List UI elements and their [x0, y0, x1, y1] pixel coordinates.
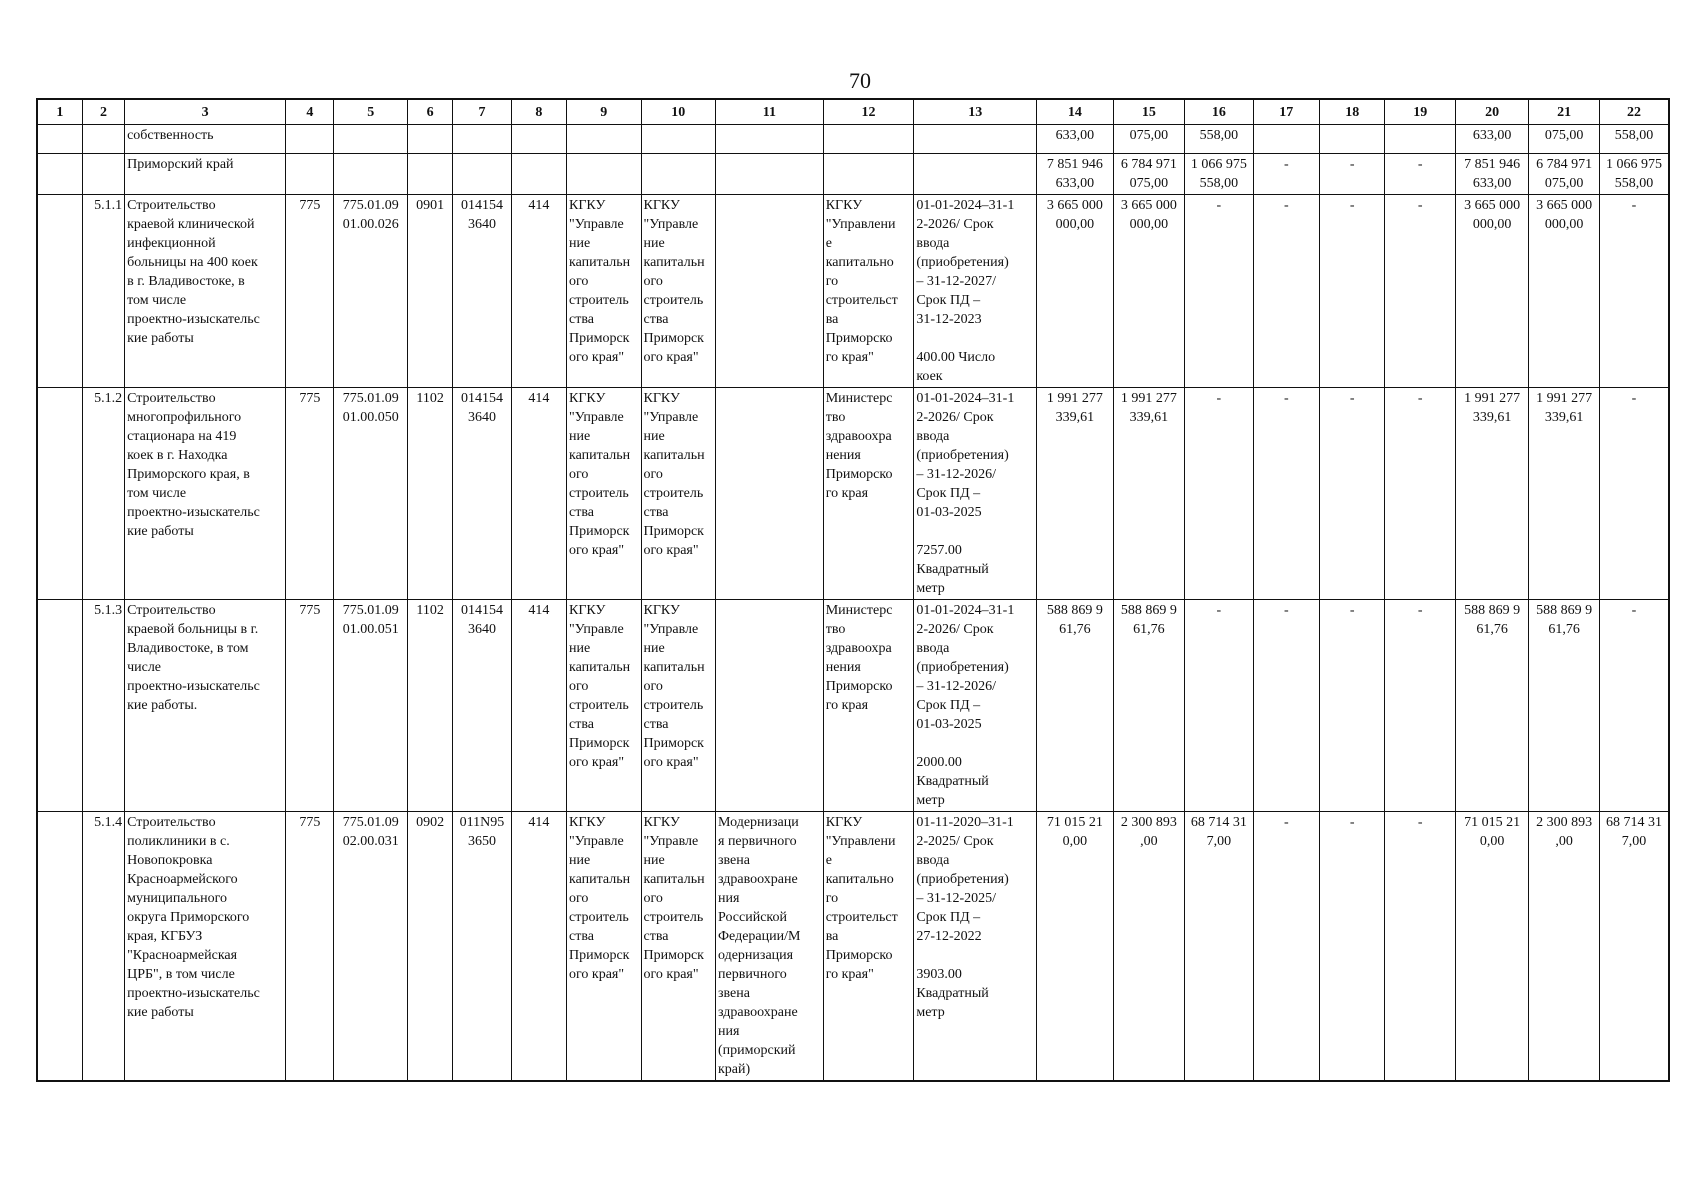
cell-text: -	[1349, 157, 1355, 172]
table-cell-col-11	[716, 154, 824, 195]
cell-text: 7 851 946 633,00	[1464, 157, 1521, 191]
cell-text: -	[1216, 603, 1222, 618]
table-cell-col-21	[1529, 195, 1599, 388]
table-cell-col-9	[567, 125, 642, 154]
cell-text: 014154 3640	[460, 603, 503, 637]
cell-text: 71 015 21 0,00	[1464, 815, 1521, 849]
cell-text: -	[1417, 198, 1423, 213]
table-cell-col-2	[82, 195, 124, 388]
header-col-13: 13	[914, 99, 1037, 125]
table-cell-col-1	[37, 195, 82, 388]
table-cell-col-4	[286, 388, 334, 600]
table-cell-col-22	[1599, 812, 1669, 1082]
table-cell-col-8	[511, 388, 566, 600]
cell-text: -	[1631, 198, 1637, 213]
table-cell-col-7	[453, 125, 511, 154]
table-row	[37, 195, 1669, 388]
table-cell-col-1	[37, 125, 82, 154]
table-cell-col-4	[286, 125, 334, 154]
table-cell-col-15	[1113, 125, 1184, 154]
cell-text: Строительство многопрофильного стационара на 419 коек в г. Находка Приморского края, в том числе проектно-изыскательс кие работы	[127, 391, 260, 539]
cell-text: КГКУ "Управле ние капитальн ого строитель ства Приморск ого края"	[569, 198, 631, 365]
table-row	[37, 812, 1669, 1082]
table-cell-col-15	[1113, 600, 1184, 812]
table-cell-col-7	[453, 154, 511, 195]
cell-text: 1102	[416, 391, 444, 406]
table-cell-col-7	[453, 600, 511, 812]
cell-text: 6 784 971 075,00	[1536, 157, 1593, 191]
table-cell-col-20	[1455, 600, 1528, 812]
table-cell-col-9	[567, 195, 642, 388]
header-col-10: 10	[641, 99, 716, 125]
table-cell-col-8	[511, 154, 566, 195]
table-cell-col-6	[407, 195, 452, 388]
table-cell-col-1	[37, 600, 82, 812]
table-cell-col-3	[125, 195, 286, 388]
cell-text: КГКУ "Управле ние капитальн ого строитель ства Приморск ого края"	[643, 198, 705, 365]
table-cell-col-10	[641, 195, 716, 388]
cell-text: 71 015 21 0,00	[1046, 815, 1103, 849]
cell-text: 588 869 9 61,76	[1536, 603, 1593, 637]
cell-text: 633,00	[1472, 128, 1512, 143]
table-cell-col-12	[823, 154, 914, 195]
table-cell-col-14	[1037, 154, 1114, 195]
cell-text: 1 991 277 339,61	[1120, 391, 1177, 425]
table-cell-col-18	[1320, 812, 1385, 1082]
header-col-17: 17	[1253, 99, 1319, 125]
table-cell-col-13	[914, 195, 1037, 388]
table-cell-col-20	[1455, 195, 1528, 388]
table-cell-col-2	[82, 154, 124, 195]
cell-text: -	[1349, 603, 1355, 618]
cell-text: 5.1.4	[94, 815, 123, 830]
table-row	[37, 388, 1669, 600]
cell-text: 1 991 277 339,61	[1046, 391, 1103, 425]
table-cell-col-19	[1385, 388, 1455, 600]
cell-text: 68 714 31 7,00	[1190, 815, 1247, 849]
table-cell-col-14	[1037, 812, 1114, 1082]
table-cell-col-19	[1385, 125, 1455, 154]
cell-text: КГКУ "Управле ние капитальн ого строитель ства Приморск ого края"	[569, 815, 631, 982]
cell-text: 3 665 000 000,00	[1120, 198, 1177, 232]
table-cell-col-2	[82, 388, 124, 600]
table-cell-col-14	[1037, 600, 1114, 812]
cell-text: КГКУ "Управле ние капитальн ого строитель ства Приморск ого края"	[569, 391, 631, 558]
cell-text: 2 300 893 ,00	[1536, 815, 1593, 849]
table-cell-col-15	[1113, 195, 1184, 388]
table-cell-col-12	[823, 388, 914, 600]
cell-text: 01-01-2024–31-1 2-2026/ Срок ввода (приобретения) – 31-12-2026/ Срок ПД – 01-03-2025 7257.00 Квадратный метр	[916, 391, 1015, 596]
cell-text: 414	[528, 815, 550, 830]
cell-text: -	[1216, 391, 1222, 406]
table-row	[37, 154, 1669, 195]
cell-text: 01-01-2024–31-1 2-2026/ Срок ввода (приобретения) – 31-12-2027/ Срок ПД – 31-12-2023 400.00 Число коек	[916, 198, 1015, 384]
table-cell-col-4	[286, 154, 334, 195]
table-cell-col-7	[453, 195, 511, 388]
table-cell-col-3	[125, 154, 286, 195]
cell-text: -	[1631, 603, 1637, 618]
table-cell-col-4	[286, 600, 334, 812]
header-col-9: 9	[567, 99, 642, 125]
cell-text: -	[1631, 391, 1637, 406]
header-col-1: 1	[37, 99, 82, 125]
cell-text: КГКУ "Управле ние капитальн ого строитель ства Приморск ого края"	[643, 391, 705, 558]
table-cell-col-12	[823, 600, 914, 812]
table-cell-col-9	[567, 812, 642, 1082]
cell-text: -	[1283, 198, 1289, 213]
cell-text: 414	[528, 198, 550, 213]
cell-text: КГКУ "Управле ние капитальн ого строитель ства Приморск ого края"	[643, 603, 705, 770]
table-row	[37, 125, 1669, 154]
table-cell-col-15	[1113, 388, 1184, 600]
cell-text: -	[1283, 157, 1289, 172]
cell-text: 775	[299, 815, 321, 830]
header-col-5: 5	[334, 99, 407, 125]
cell-text: Приморский край	[127, 157, 234, 172]
cell-text: 775.01.09 01.00.051	[342, 603, 399, 637]
header-col-21: 21	[1529, 99, 1599, 125]
cell-text: 5.1.2	[94, 391, 123, 406]
table-cell-col-3	[125, 388, 286, 600]
cell-text: Министерс тво здравоохра нения Приморско го края	[825, 603, 893, 713]
table-cell-col-21	[1529, 125, 1599, 154]
table-cell-col-16	[1185, 154, 1253, 195]
table-cell-col-18	[1320, 125, 1385, 154]
cell-text: 3 665 000 000,00	[1464, 198, 1521, 232]
cell-text: 0901	[416, 198, 445, 213]
cell-text: 775	[299, 603, 321, 618]
table-cell-col-19	[1385, 812, 1455, 1082]
cell-text: 558,00	[1614, 128, 1654, 143]
table-cell-col-8	[511, 125, 566, 154]
table-cell-col-14	[1037, 125, 1114, 154]
table-cell-col-9	[567, 388, 642, 600]
table-cell-col-18	[1320, 195, 1385, 388]
table-cell-col-13	[914, 600, 1037, 812]
table-cell-col-5	[334, 388, 407, 600]
table-cell-col-8	[511, 600, 566, 812]
cell-text: -	[1417, 391, 1423, 406]
table-cell-col-2	[82, 125, 124, 154]
header-col-7: 7	[453, 99, 511, 125]
table-cell-col-12	[823, 812, 914, 1082]
header-col-4: 4	[286, 99, 334, 125]
header-col-18: 18	[1320, 99, 1385, 125]
table-cell-col-5	[334, 154, 407, 195]
table-cell-col-9	[567, 154, 642, 195]
table-cell-col-22	[1599, 600, 1669, 812]
table-cell-col-20	[1455, 388, 1528, 600]
header-col-22: 22	[1599, 99, 1669, 125]
cell-text: 775.01.09 01.00.050	[342, 391, 399, 425]
cell-text: -	[1417, 603, 1423, 618]
cell-text: 014154 3640	[460, 391, 503, 425]
cell-text: КГКУ "Управле ние капитальн ого строитель ства Приморск ого края"	[569, 603, 631, 770]
cell-text: 775.01.09 01.00.026	[342, 198, 399, 232]
table-cell-col-8	[511, 812, 566, 1082]
cell-text: 633,00	[1055, 128, 1095, 143]
table-cell-col-16	[1185, 125, 1253, 154]
header-col-6: 6	[407, 99, 452, 125]
table-cell-col-1	[37, 388, 82, 600]
table-cell-col-10	[641, 388, 716, 600]
table-cell-col-20	[1455, 812, 1528, 1082]
header-col-19: 19	[1385, 99, 1455, 125]
table-cell-col-19	[1385, 195, 1455, 388]
table-cell-col-20	[1455, 154, 1528, 195]
table-cell-col-16	[1185, 195, 1253, 388]
cell-text: 775	[299, 391, 321, 406]
cell-text: -	[1417, 815, 1423, 830]
cell-text: КГКУ "Управле ние капитальн ого строитель ства Приморск ого края"	[643, 815, 705, 982]
cell-text: -	[1216, 198, 1222, 213]
table-cell-col-13	[914, 125, 1037, 154]
table-cell-col-18	[1320, 600, 1385, 812]
table-cell-col-5	[334, 195, 407, 388]
cell-text: собственность	[127, 128, 214, 143]
table-cell-col-4	[286, 195, 334, 388]
table-cell-col-11	[716, 125, 824, 154]
table-cell-col-14	[1037, 388, 1114, 600]
cell-text: 014154 3640	[460, 198, 503, 232]
header-col-20: 20	[1455, 99, 1528, 125]
header-col-16: 16	[1185, 99, 1253, 125]
table-cell-col-4	[286, 812, 334, 1082]
table-cell-col-2	[82, 600, 124, 812]
header-col-11: 11	[716, 99, 824, 125]
table-cell-col-17	[1253, 195, 1319, 388]
header-col-2: 2	[82, 99, 124, 125]
table-cell-col-7	[453, 812, 511, 1082]
table-cell-col-22	[1599, 154, 1669, 195]
cell-text: 1 066 975 558,00	[1190, 157, 1247, 191]
table-cell-col-21	[1529, 600, 1599, 812]
header-col-8: 8	[511, 99, 566, 125]
cell-text: 588 869 9 61,76	[1120, 603, 1177, 637]
cell-text: 558,00	[1199, 128, 1239, 143]
table-cell-col-5	[334, 125, 407, 154]
header-col-3: 3	[125, 99, 286, 125]
table-row	[37, 600, 1669, 812]
table-cell-col-22	[1599, 388, 1669, 600]
cell-text: -	[1349, 391, 1355, 406]
cell-text: -	[1349, 815, 1355, 830]
cell-text: 1 991 277 339,61	[1536, 391, 1593, 425]
table-cell-col-5	[334, 812, 407, 1082]
table-cell-col-7	[453, 388, 511, 600]
table-cell-col-8	[511, 195, 566, 388]
table-cell-col-5	[334, 600, 407, 812]
table-cell-col-16	[1185, 600, 1253, 812]
table-cell-col-17	[1253, 600, 1319, 812]
table-cell-col-11	[716, 195, 824, 388]
cell-text: -	[1283, 603, 1289, 618]
table-cell-col-21	[1529, 388, 1599, 600]
budget-table	[36, 98, 1670, 1082]
table-cell-col-19	[1385, 600, 1455, 812]
cell-text: Строительство поликлиники в с. Новопокровка Красноармейского муниципального округа Приморского края, КГБУЗ "Красноармейская ЦРБ", в том числе проектно-изыскательс кие работы	[127, 815, 260, 1020]
table-cell-col-10	[641, 154, 716, 195]
cell-text: 775	[299, 198, 321, 213]
table-cell-col-18	[1320, 388, 1385, 600]
table-cell-col-3	[125, 600, 286, 812]
page-number: 70	[849, 68, 871, 93]
table-cell-col-10	[641, 812, 716, 1082]
cell-text: 6 784 971 075,00	[1120, 157, 1177, 191]
table-cell-col-10	[641, 125, 716, 154]
cell-text: 01-01-2024–31-1 2-2026/ Срок ввода (приобретения) – 31-12-2026/ Срок ПД – 01-03-2025 2000.00 Квадратный метр	[916, 603, 1015, 808]
cell-text: 414	[528, 391, 550, 406]
cell-text: -	[1417, 157, 1423, 172]
table-cell-col-9	[567, 600, 642, 812]
table-cell-col-11	[716, 812, 824, 1082]
cell-text: 1 991 277 339,61	[1464, 391, 1521, 425]
cell-text: 5.1.3	[94, 603, 123, 618]
table-cell-col-1	[37, 154, 82, 195]
cell-text: 0902	[416, 815, 445, 830]
table-cell-col-16	[1185, 388, 1253, 600]
cell-text: 011N95 3650	[459, 815, 505, 849]
table-cell-col-1	[37, 812, 82, 1082]
cell-text: 01-11-2020–31-1 2-2025/ Срок ввода (приобретения) – 31-12-2025/ Срок ПД – 27-12-2022 3903.00 Квадратный метр	[916, 815, 1014, 1020]
cell-text: 68 714 31 7,00	[1605, 815, 1662, 849]
cell-text: 3 665 000 000,00	[1536, 198, 1593, 232]
cell-text: 1102	[416, 603, 444, 618]
table-cell-col-13	[914, 812, 1037, 1082]
table-cell-col-11	[716, 388, 824, 600]
header-col-14: 14	[1037, 99, 1114, 125]
cell-text: -	[1283, 815, 1289, 830]
cell-text: 2 300 893 ,00	[1120, 815, 1177, 849]
table-cell-col-3	[125, 812, 286, 1082]
table-cell-col-13	[914, 388, 1037, 600]
cell-text: 1 066 975 558,00	[1605, 157, 1662, 191]
cell-text: Министерс тво здравоохра нения Приморско го края	[825, 391, 893, 501]
table-cell-col-13	[914, 154, 1037, 195]
table-cell-col-16	[1185, 812, 1253, 1082]
table-cell-col-17	[1253, 812, 1319, 1082]
cell-text: 588 869 9 61,76	[1464, 603, 1521, 637]
table-cell-col-21	[1529, 154, 1599, 195]
table-cell-col-17	[1253, 154, 1319, 195]
cell-text: 7 851 946 633,00	[1046, 157, 1103, 191]
header-row	[37, 99, 1669, 125]
table-cell-col-17	[1253, 388, 1319, 600]
cell-text: 5.1.1	[94, 198, 123, 213]
cell-text: Строительство краевой клинической инфекционной больницы на 400 коек в г. Владивостоке, в том числе проектно-изыскательс кие работы	[127, 198, 260, 346]
table-cell-col-20	[1455, 125, 1528, 154]
table-cell-col-3	[125, 125, 286, 154]
cell-text: 075,00	[1544, 128, 1584, 143]
cell-text: 3 665 000 000,00	[1046, 198, 1103, 232]
table-cell-col-15	[1113, 812, 1184, 1082]
table-cell-col-12	[823, 125, 914, 154]
table-cell-col-6	[407, 388, 452, 600]
cell-text: -	[1349, 198, 1355, 213]
cell-text: 588 869 9 61,76	[1046, 603, 1103, 637]
table-cell-col-6	[407, 125, 452, 154]
cell-text: 414	[528, 603, 550, 618]
cell-text: КГКУ "Управлени е капитально го строительст ва Приморско го края"	[825, 815, 898, 982]
table-cell-col-6	[407, 600, 452, 812]
table-cell-col-17	[1253, 125, 1319, 154]
table-cell-col-22	[1599, 125, 1669, 154]
cell-text: 075,00	[1129, 128, 1169, 143]
table-cell-col-2	[82, 812, 124, 1082]
table-cell-col-21	[1529, 812, 1599, 1082]
cell-text: 775.01.09 02.00.031	[342, 815, 399, 849]
table-cell-col-11	[716, 600, 824, 812]
cell-text: -	[1283, 391, 1289, 406]
header-col-15: 15	[1113, 99, 1184, 125]
table-cell-col-19	[1385, 154, 1455, 195]
table-cell-col-22	[1599, 195, 1669, 388]
cell-text: Модернизаци я первичного звена здравоохране ния Российской Федерации/М одернизация первичного звена здравоохране ния (приморский край)	[718, 815, 801, 1077]
header-col-12: 12	[823, 99, 914, 125]
table-cell-col-15	[1113, 154, 1184, 195]
cell-text: Строительство краевой больницы в г. Владивостоке, в том числе проектно-изыскательс кие работы.	[127, 603, 260, 713]
table-cell-col-6	[407, 812, 452, 1082]
table-cell-col-10	[641, 600, 716, 812]
cell-text: КГКУ "Управлени е капитально го строительст ва Приморско го края"	[825, 198, 898, 365]
table-cell-col-6	[407, 154, 452, 195]
table-cell-col-18	[1320, 154, 1385, 195]
table-cell-col-14	[1037, 195, 1114, 388]
table-cell-col-12	[823, 195, 914, 388]
